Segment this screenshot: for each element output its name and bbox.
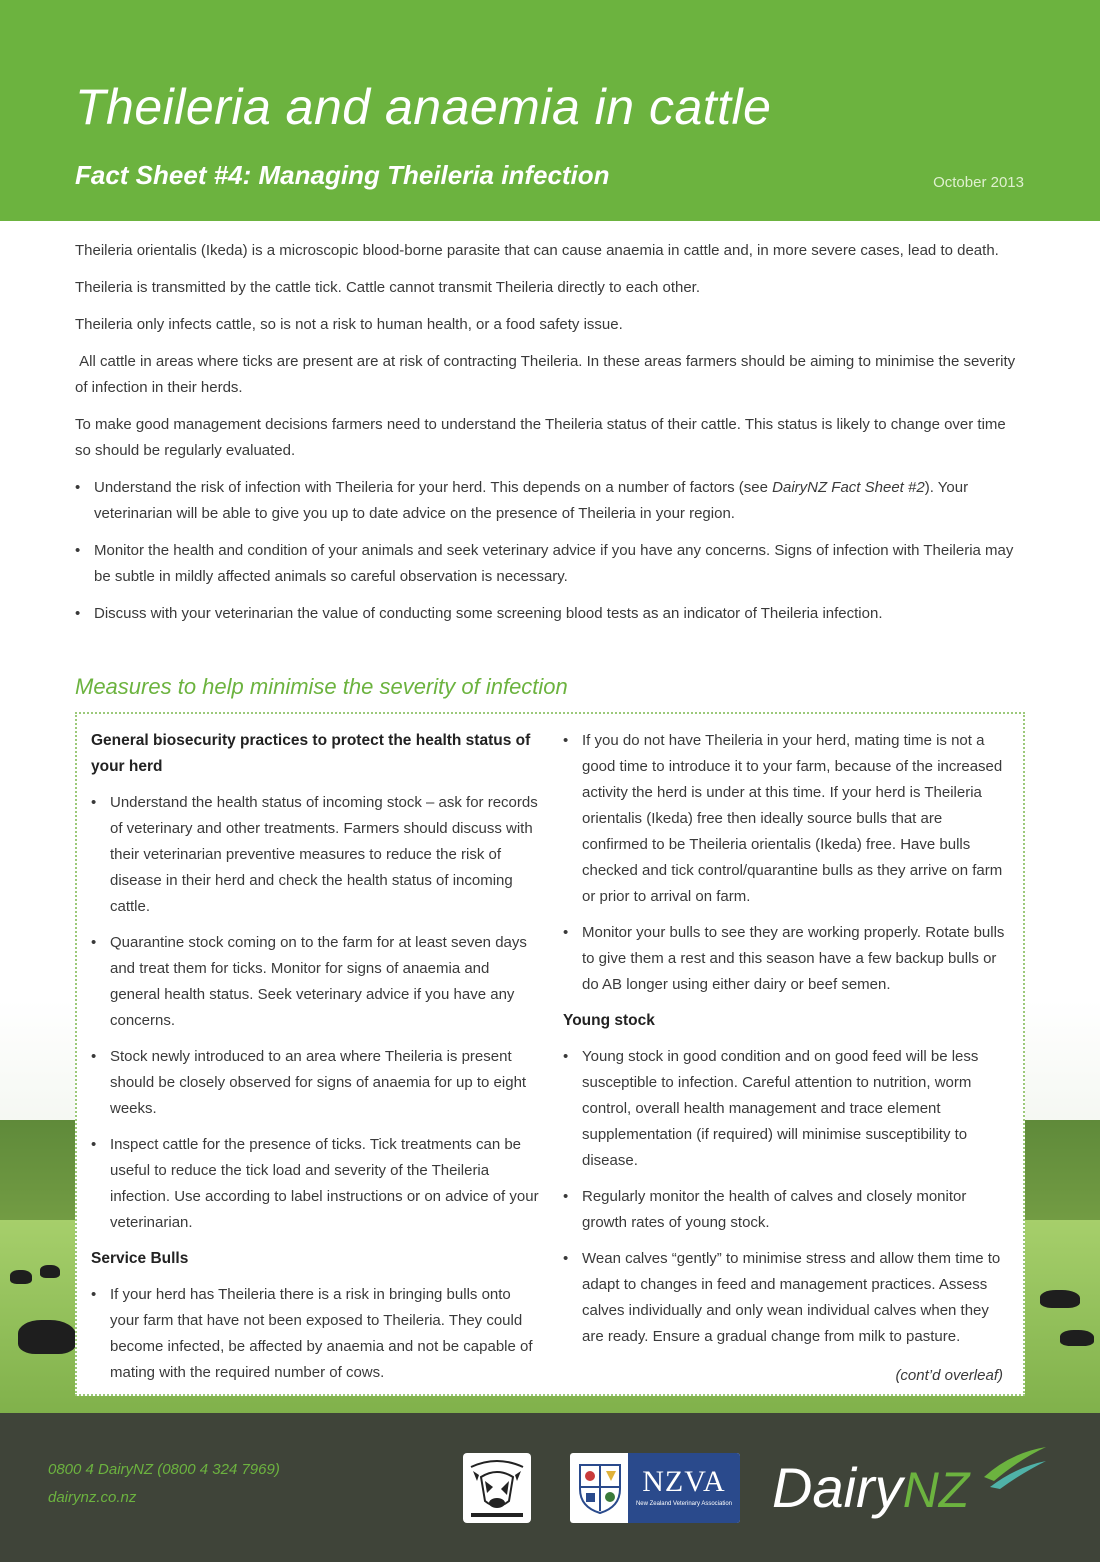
dairynz-swirl-icon (980, 1443, 1050, 1493)
measures-right-column (563, 728, 1011, 1360)
young-stock-heading: Young stock (563, 1012, 655, 1029)
dairynz-logo-text: Dairy (772, 1456, 903, 1519)
bullet-text: Understand the risk of infection with Theileria for your herd. This depends on a number of factors (see (94, 479, 773, 496)
list-item (75, 475, 1025, 527)
intro-paragraph: Theileria only infects cattle, so is not a risk to human health, or a food safety issue. (75, 316, 623, 333)
website-link[interactable]: dairynz.co.nz (48, 1489, 137, 1506)
nzva-logo (570, 1453, 740, 1523)
dairy-cattle-vets-logo (463, 1453, 531, 1523)
list-item: • Stock newly introduced to an area where Theileria is present should be closely observed for signs of anaemia for up to eight weeks. (91, 1044, 539, 1122)
measures-left-column (91, 728, 539, 1396)
biosecurity-heading: General biosecurity practices to protect the health status of your herd (91, 732, 531, 775)
cow-silhouette (18, 1320, 76, 1354)
cow-head-icon (463, 1453, 531, 1523)
intro-section (75, 238, 1025, 638)
list-item: • Discuss with your veterinarian the value of conducting some screening blood tests as an indicator of Theileria infection. (75, 601, 1025, 627)
list-item: • Regularly monitor the health of calves and closely monitor growth rates of young stock. (563, 1184, 1011, 1236)
intro-bullet-list (75, 475, 1025, 627)
intro-paragraph: Theileria orientalis (Ikeda) is a microscopic blood-borne parasite that can cause anaemia in cattle and, in more severe cases, lead to death. (75, 242, 999, 259)
cow-silhouette (1060, 1330, 1094, 1346)
page-subtitle: Fact Sheet #4: Managing Theileria infection (75, 160, 610, 190)
cow-silhouette (40, 1265, 60, 1278)
footer (0, 1413, 1100, 1562)
service-bulls-list (91, 1282, 539, 1386)
cow-silhouette (10, 1270, 32, 1284)
contact-phone: 0800 4 DairyNZ (0800 4 324 7969) (48, 1461, 280, 1478)
list-item: • Wean calves “gently” to minimise stress and allow them time to adapt to changes in feed and management practices. Assess calves individually and only wean individual calves when they are ready. Ensure a gradual change from milk to pasture. (563, 1246, 1011, 1350)
cow-silhouette (1040, 1290, 1080, 1308)
bullet-text: ). Your veterinarian will be able to give you up to date advice on the presence of Theileria in your region. (94, 479, 969, 522)
header-banner (0, 0, 1100, 221)
service-bulls-heading: Service Bulls (91, 1250, 189, 1267)
intro-paragraph: All cattle in areas where ticks are present are at risk of contracting Theileria. In these areas farmers should be aiming to minimise the severity of infection in their herds. (75, 353, 1020, 396)
list-item: • Inspect cattle for the presence of ticks. Tick treatments can be useful to reduce the tick load and severity of the Theileria infection. Use according to label instructions or on advice of your veterinarian. (91, 1132, 539, 1236)
list-item: • Quarantine stock coming on to the farm for at least seven days and treat them for ticks. Monitor for signs of anaemia and general health status. Seek veterinary advice if you have any concerns. (91, 930, 539, 1034)
list-item: • If your herd has Theileria there is a risk in bringing bulls onto your farm that have not been exposed to Theileria. They could become infected, be affected by anaemia and not be capable of mating with the required number of cows. (91, 1282, 539, 1386)
list-item: • If you do not have Theileria in your herd, mating time is not a good time to introduce it to your farm, because of the increased activity the herd is under at this time. If your herd is Theileria orientalis (Ikeda) free then ideally source bulls that are confirmed to be Theileria orientalis (Ikeda) free. Have bulls checked and tick control/quarantine bulls as they arrive on farm or prior to arrival on farm. (563, 728, 1011, 910)
list-item: • Monitor the health and condition of your animals and seek veterinary advice if you have any concerns. Signs of infection with Theileria may be subtle in mildly affected animals so careful observation is necessary. (75, 538, 1025, 590)
nzva-panel (628, 1453, 740, 1523)
biosecurity-list (91, 790, 539, 1236)
page-title: Theileria and anaemia in cattle (75, 79, 772, 135)
intro-paragraph: To make good management decisions farmers need to understand the Theileria status of their cattle. This status is likely to change over time so should be regularly evaluated. (75, 416, 1006, 459)
dairynz-logo-nz: NZ (902, 1462, 970, 1518)
intro-paragraph: Theileria is transmitted by the cattle tick. Cattle cannot transmit Theileria directly to each other. (75, 279, 701, 296)
dairynz-logo (772, 1453, 969, 1525)
publication-date: October 2013 (933, 174, 1024, 191)
list-item: • Understand the health status of incoming stock – ask for records of veterinary and other treatments. Farmers should discuss with their veterinarian preventive measures to reduce the risk of disease in their herd and check the health status of incoming cattle. (91, 790, 539, 920)
measures-box (75, 712, 1025, 1396)
nzva-full-name: New Zealand Veterinary Association (635, 1501, 733, 1507)
young-stock-list (563, 1044, 1011, 1350)
list-item: • Monitor your bulls to see they are working properly. Rotate bulls to give them a rest and this season have a few backup bulls or do AB longer using either dairy or beef semen. (563, 920, 1011, 998)
continued-note: (cont’d overleaf) (895, 1367, 1003, 1384)
measures-heading: Measures to help minimise the severity of infection (75, 674, 568, 699)
fact-sheet-reference: DairyNZ Fact Sheet #2 (772, 479, 925, 496)
list-item: • Young stock in good condition and on good feed will be less susceptible to infection. Careful attention to nutrition, worm control, overall health management and trace element supplementation (if required) will minimise susceptibility to disease. (563, 1044, 1011, 1174)
nzva-abbreviation: NZVA (642, 1465, 726, 1498)
service-bulls-list-continued (563, 728, 1011, 998)
crest-shield-icon (576, 1461, 624, 1515)
